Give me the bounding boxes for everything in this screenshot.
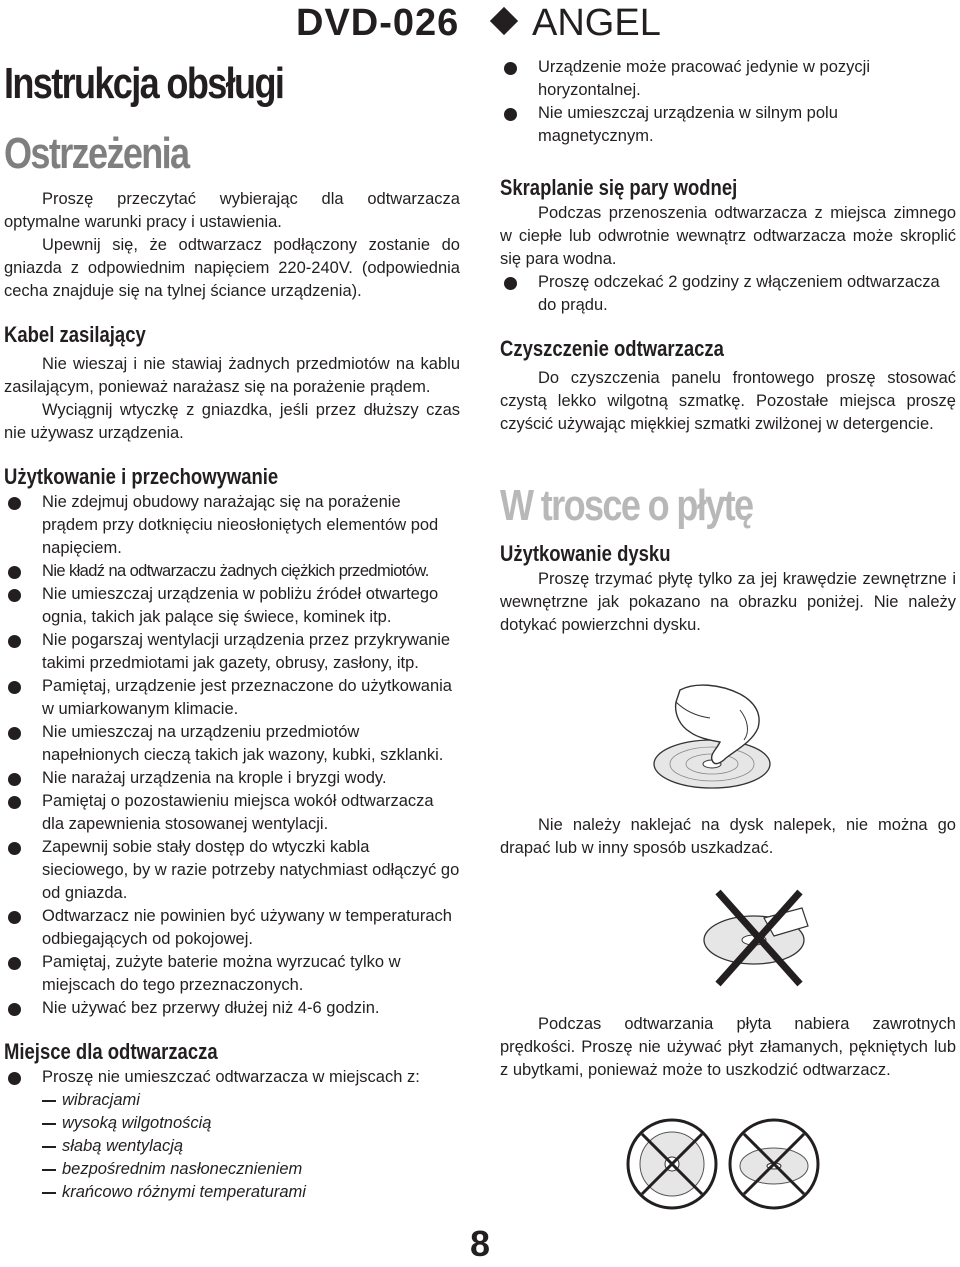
disc-care-title: W trosce o płytę [500, 481, 753, 530]
list-item: Nie zdejmuj obudowy narażając się na porażenie prądem przy dotknięciu nieosłoniętych elementów pod napięciem. [4, 491, 460, 560]
list-item: słabą wentylacją [4, 1135, 460, 1158]
model-name: DVD-026 [296, 2, 460, 44]
intro-paragraph-2: Upewnij się, że odtwarzacz podłączony zostanie do gniazda z odpowiednim napięciem 220-240V. (odpowiednia cecha znajduje się na tylnej ściance urządzenia). [4, 236, 460, 300]
list-item: Nie umieszczaj urządzenia w silnym polu magnetycznym. [500, 102, 956, 148]
list-item: Pamiętaj, zużyte baterie można wyrzucać tylko w miejscach do tego przeznaczonych. [4, 951, 460, 997]
no-sticker-disc-illustration [692, 878, 822, 996]
warnings-title: Ostrzeżenia [4, 129, 189, 178]
condensation-paragraph: Podczas przenoszenia odtwarzacza z miejsca zimnego w ciepłe lub odwrotnie wewnątrz odtwarzacza może skroplić się para wodna. [500, 204, 956, 268]
usage-list [4, 491, 460, 1020]
hand-holding-disc-illustration [640, 680, 790, 798]
condensation-title: Skraplanie się pary wodnej [500, 175, 738, 200]
disc-labels-paragraph: Nie należy naklejać na dysk nalepek, nie można go drapać lub w inny sposób uszkadzać. [500, 816, 956, 857]
list-item: Pamiętaj, urządzenie jest przeznaczone do użytkowania w umiarkowanym klimacie. [4, 675, 460, 721]
list-item: Nie umieszczaj urządzenia w pobliżu źródeł otwartego ognia, takich jak palące się świece, kominek itp. [4, 583, 460, 629]
disc-speed-paragraph: Podczas odtwarzania płyta nabiera zawrotnych prędkości. Proszę nie używać płyt złamanych, pękniętych lub z ubytkami, ponieważ może to uszkodzić odtwarzacz. [500, 1015, 956, 1079]
condensation-list [500, 271, 956, 317]
list-item: Pamiętaj o pozostawieniu miejsca wokół odtwarzacza dla zapewnienia stosowanej wentylacji. [4, 790, 460, 836]
disc-handling-paragraph: Proszę trzymać płytę tylko za jej krawędzie zewnętrzne i wewnętrzne jak pokazano na obrazku poniżej. Nie należy dotykać powierzchni dysku. [500, 570, 956, 634]
cable-paragraph-1: Nie wieszaj i nie stawiaj żadnych przedmiotów na kablu zasilającym, ponieważ narażasz się na porażenie prądem. [4, 355, 460, 396]
cable-title: Kabel zasilający [4, 322, 146, 347]
list-item: Proszę nie umieszczać odtwarzacza w miejscach z: [4, 1066, 460, 1089]
list-item: Nie umieszczaj na urządzeniu przedmiotów napełnionych cieczą takich jak wazony, kubki, szklanki. [4, 721, 460, 767]
right-column [500, 56, 956, 637]
no-cracked-disc-illustration [624, 1114, 824, 1214]
position-list [500, 56, 956, 148]
list-item: krańcowo różnymi temperaturami [4, 1181, 460, 1204]
page-header [0, 0, 960, 46]
usage-title: Użytkowanie i przechowywanie [4, 464, 279, 489]
intro-paragraph-1: Proszę przeczytać wybierając dla odtwarzacza optymalne warunki pracy i ustawienia. [4, 190, 460, 231]
list-item: Nie narażaj urządzenia na krople i bryzgi wody. [4, 767, 460, 790]
list-item: wibracjami [4, 1089, 460, 1112]
place-title: Miejsce dla odtwarzacza [4, 1039, 218, 1064]
list-item: wysoką wilgotnością [4, 1112, 460, 1135]
left-column [4, 56, 460, 1204]
place-list [4, 1066, 460, 1089]
cleaning-title: Czyszczenie odtwarzacza [500, 336, 724, 361]
cable-paragraph-2: Wyciągnij wtyczkę z gniazdka, jeśli przez dłuższy czas nie używasz urządzenia. [4, 401, 460, 442]
list-item: Proszę odczekać 2 godziny z włączeniem odtwarzacza do prądu. [500, 271, 956, 317]
brand-name: ANGEL [532, 2, 661, 44]
disc-use-title: Użytkowanie dysku [500, 541, 671, 566]
list-item: Nie używać bez przerwy dłużej niż 4-6 godzin. [4, 997, 460, 1020]
place-sublist [4, 1089, 460, 1204]
list-item: Zapewnij sobie stały dostęp do wtyczki kabla sieciowego, by w razie potrzeby natychmiast odłączyć go od gniazda. [4, 836, 460, 905]
list-item: Nie pogarszaj wentylacji urządzenia przez przykrywanie takimi przedmiotami jak gazety, obrusy, zasłony, itp. [4, 629, 460, 675]
list-item: Odtwarzacz nie powinien być używany w temperaturach odbiegających od pokojowej. [4, 905, 460, 951]
list-item: Nie kładź na odtwarzaczu żadnych ciężkich przedmiotów. [4, 560, 460, 583]
page-number-box [440, 1222, 520, 1267]
cleaning-paragraph: Do czyszczenia panelu frontowego proszę stosować czystą lekko wilgotną szmatkę. Pozostałe miejsca proszę czyścić używając miękkiej szmatki zwilżonej w detergencie. [500, 369, 956, 433]
list-item: Urządzenie może pracować jedynie w pozycji horyzontalnej. [500, 56, 956, 102]
page-number: 8 [469, 1223, 491, 1264]
list-item: bezpośrednim nasłonecznieniem [4, 1158, 460, 1181]
page-title: Instrukcja obsługi [4, 59, 284, 108]
